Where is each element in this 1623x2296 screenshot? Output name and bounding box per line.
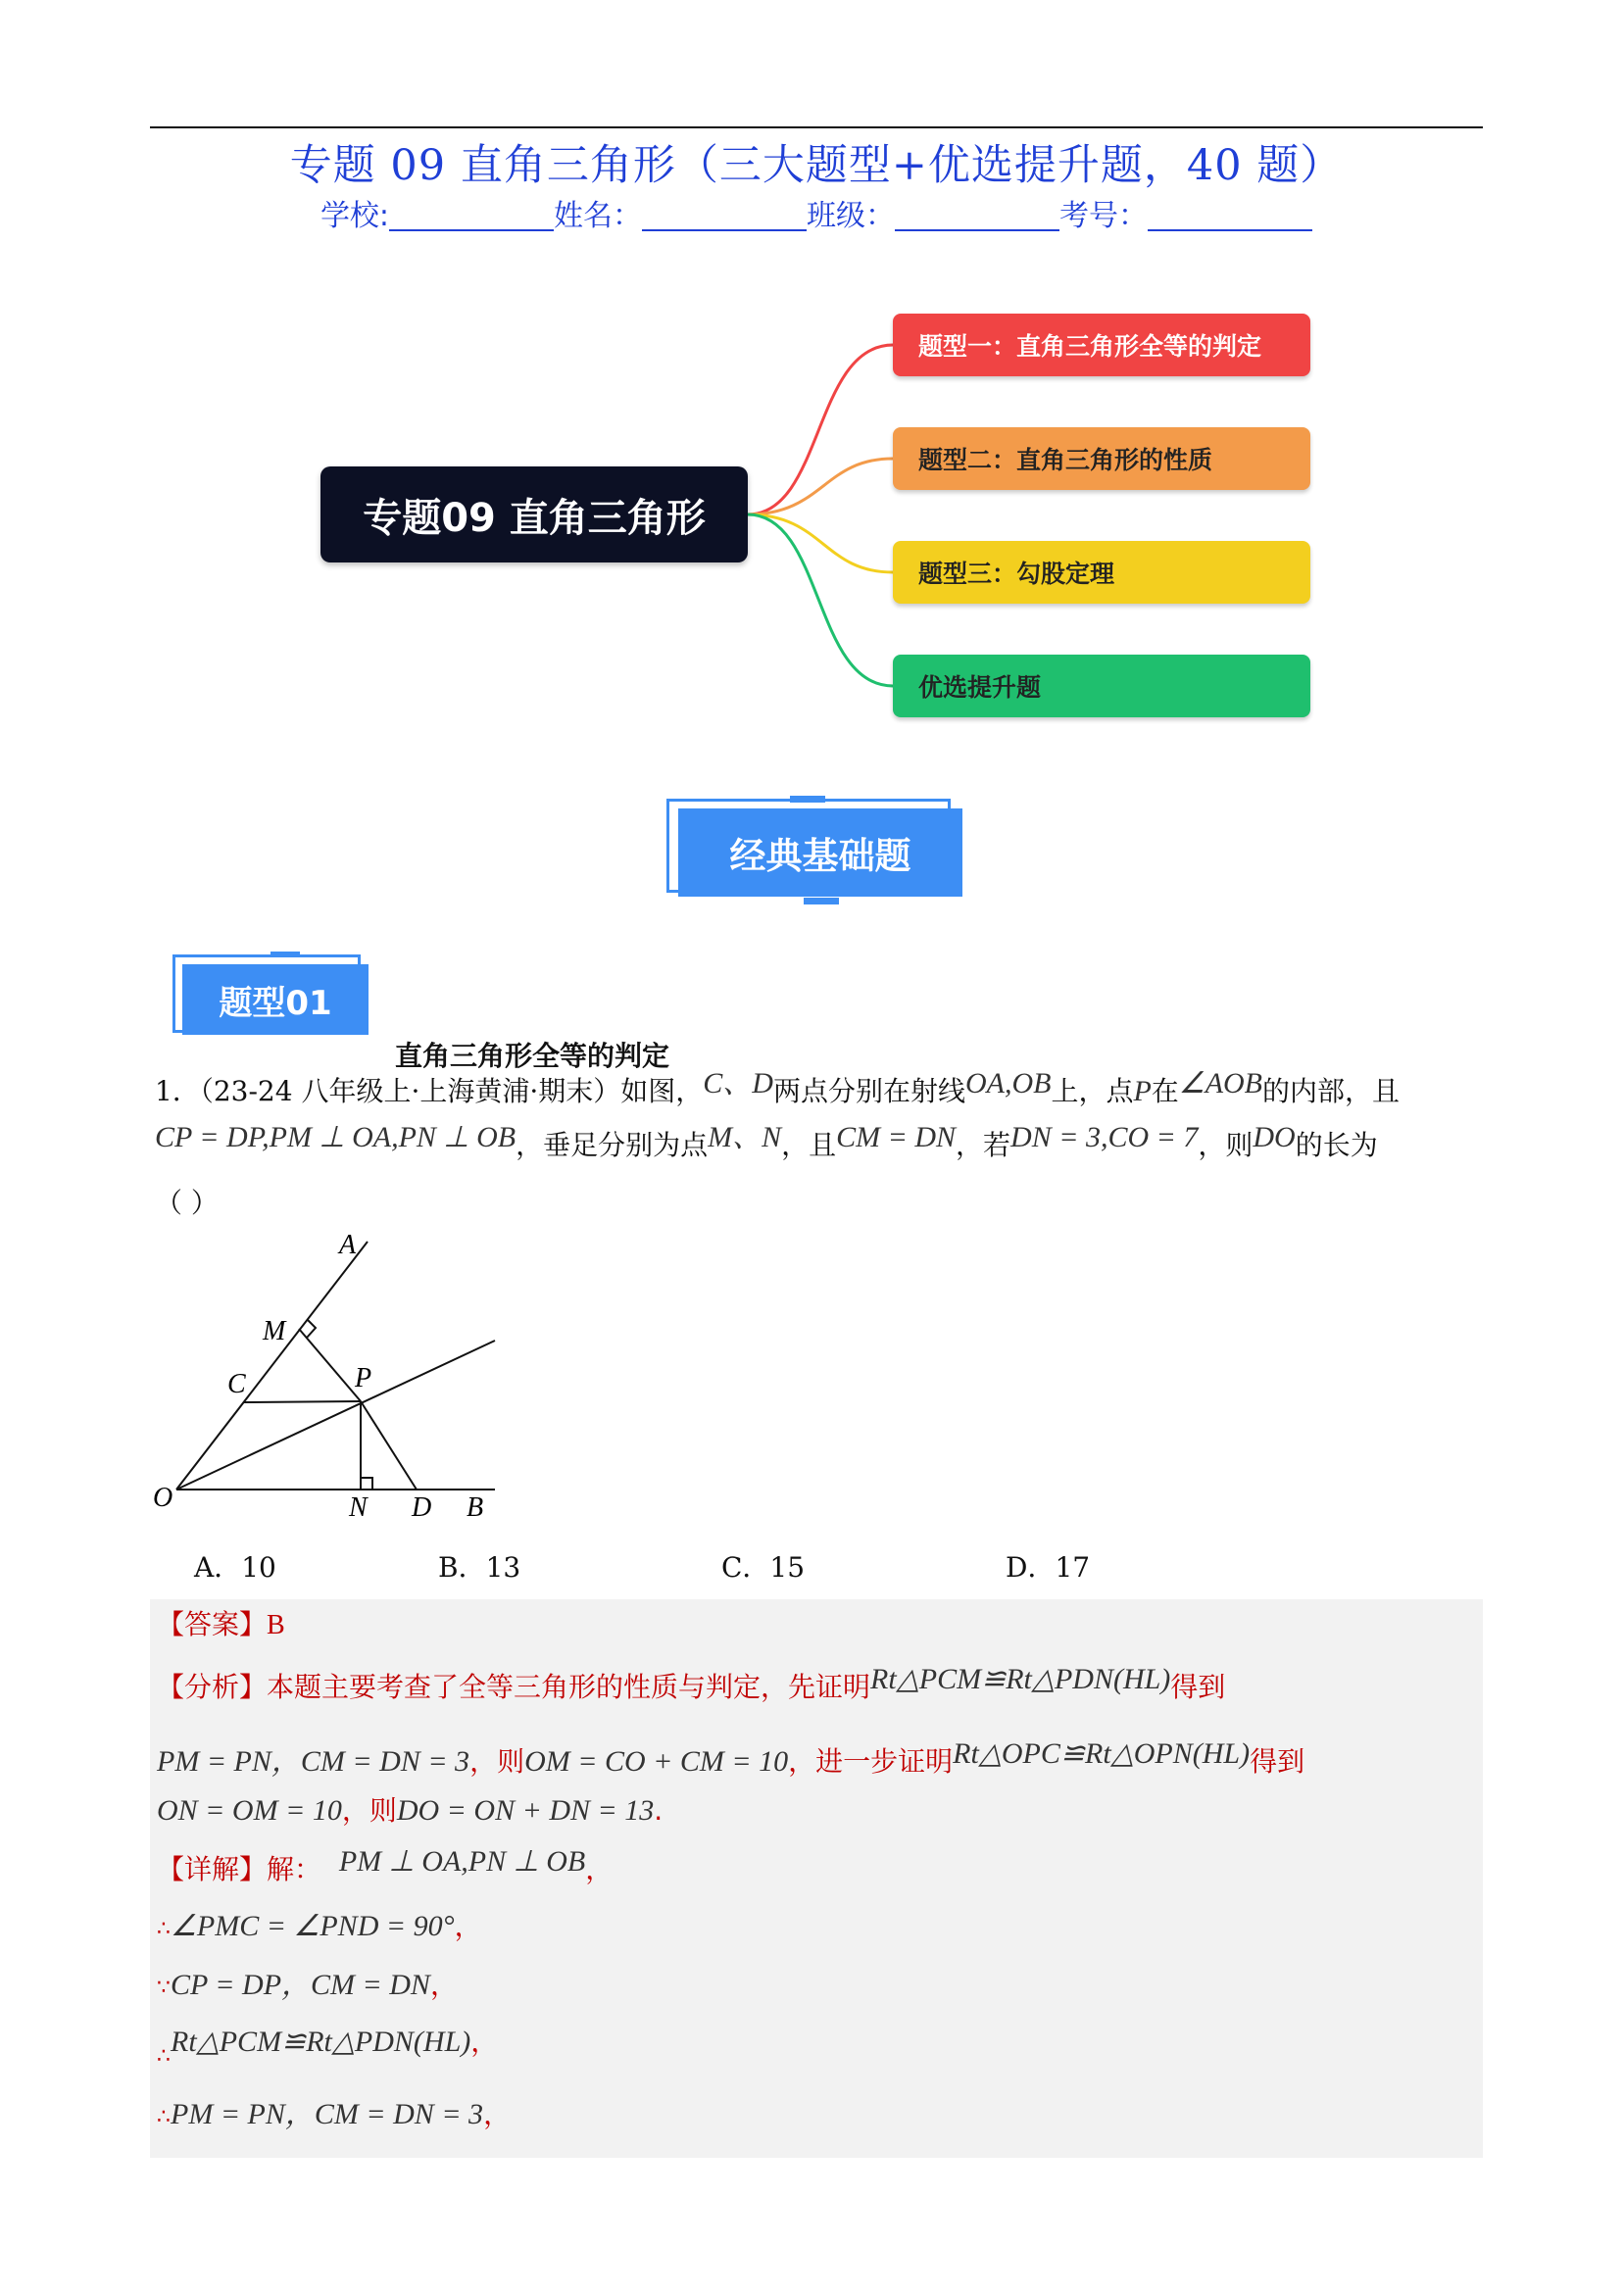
label-b: B (467, 1492, 484, 1523)
label-m: M (263, 1316, 286, 1346)
math-congruence-2: Rt△OPC≌Rt△OPN(HL) (953, 1737, 1251, 1770)
math-oa-ob: OA,OB (964, 1067, 1052, 1099)
comma: ， (454, 1910, 482, 1942)
mindmap-node-type2: 题型二：直角三角形的性质 (893, 427, 1310, 490)
math-conditions: CP = DP,PM ⊥ OA,PN ⊥ OB (155, 1121, 516, 1153)
comma: ， (470, 2026, 499, 2058)
label-d: D (412, 1492, 432, 1523)
q-text: 两点分别在射线 (772, 1075, 965, 1107)
math-do-result: DO = ON + DN = 13 (396, 1794, 655, 1827)
q-text: 在 (1151, 1075, 1179, 1107)
math-om: OM = CO + CM = 10 (524, 1745, 789, 1778)
detail-line-3 (157, 1960, 458, 2003)
mindmap-node-type1: 题型一：直角三角形全等的判定 (893, 314, 1310, 376)
q-text: 的长为 (1295, 1129, 1378, 1161)
answer-value: B (267, 1610, 285, 1640)
comma: ， (585, 1853, 614, 1885)
question-line-1 (155, 1066, 1400, 1109)
comma: ， (483, 2098, 512, 2130)
geometry-figure (147, 1230, 510, 1534)
math-equal-sides: CP = DP，CM = DN (171, 1969, 430, 2001)
q-text: 上，点 (1051, 1075, 1134, 1107)
math-angle-aob: ∠AOB (1178, 1067, 1263, 1099)
type-badge-label: 题型01 (182, 964, 369, 1035)
mindmap-node-type3: 题型三：勾股定理 (893, 541, 1310, 604)
question-source: （23-24 八年级上·上海黄浦·期末）如图， (199, 1075, 704, 1107)
detail-line-2 (157, 1905, 482, 1944)
class-label: 班级： (807, 199, 896, 233)
analysis-text: 本题主要考查了全等三角形的性质与判定，先证明 (267, 1671, 871, 1703)
mindmap-center: 专题09 直角三角形 (320, 466, 748, 562)
q-text: 的内部，且 (1262, 1075, 1401, 1107)
answer-tag: 【答案】 (157, 1608, 268, 1640)
mindmap-connectors (0, 0, 1623, 784)
q-text: ，垂足分别为点 (516, 1129, 709, 1161)
type-title: 直角三角形全等的判定 (395, 1040, 670, 1072)
detail-line-1 (157, 1845, 614, 1887)
option-c[interactable]: C．15 (721, 1551, 806, 1584)
therefore-symbol: ∴ (157, 1917, 171, 1941)
q-text: ，若 (956, 1129, 1011, 1161)
math-given: DN = 3,CO = 7 (1010, 1121, 1199, 1153)
exam-no-label: 考号： (1059, 199, 1149, 233)
therefore-symbol: ∴ (157, 2105, 171, 2129)
page-title: 专题 09 直角三角形（三大题型+优选提升题，40 题） (289, 141, 1344, 190)
mindmap-node-advanced: 优选提升题 (893, 655, 1310, 717)
section-badge-label: 经典基础题 (678, 808, 962, 897)
label-n: N (349, 1492, 368, 1523)
type-badge (172, 954, 374, 1045)
answer-blank: （ ） (155, 1187, 219, 1219)
question-line-2 (155, 1120, 1378, 1163)
label-a: A (339, 1230, 357, 1260)
math-p: P (1133, 1075, 1152, 1107)
analysis-line-2 (157, 1736, 1304, 1780)
analysis-text: ，则 (341, 1794, 397, 1827)
option-b[interactable]: B．13 (438, 1551, 521, 1584)
answer-line (157, 1603, 285, 1642)
analysis-line-3 (157, 1789, 663, 1829)
label-p: P (355, 1363, 372, 1393)
math-right-angles: ∠PMC = ∠PND = 90° (171, 1910, 455, 1942)
name-label: 姓名： (554, 199, 643, 233)
math-cd: C、D (703, 1067, 773, 1099)
option-d[interactable]: D．17 (1006, 1551, 1091, 1584)
detail-line-4 (157, 2021, 499, 2069)
q-text: ，则 (1198, 1129, 1254, 1161)
math-cm-dn: CM = DN (836, 1121, 957, 1153)
label-c: C (227, 1369, 246, 1399)
detail-line-5 (157, 2089, 511, 2132)
option-a[interactable]: A．10 (194, 1551, 276, 1584)
because-symbol: ∵ (157, 1976, 171, 2000)
analysis-text: . (654, 1794, 664, 1827)
math-pm-pn: PM = PN，CM = DN = 3 (157, 1745, 470, 1778)
q-text: ，且 (781, 1129, 837, 1161)
analysis-text: ，进一步证明 (788, 1745, 954, 1778)
math-on: ON = OM = 10 (157, 1794, 342, 1827)
math-mn: M、N (708, 1121, 782, 1153)
school-label: 学校: (320, 199, 390, 233)
math-congruence-1: Rt△PCM≌Rt△PDN(HL) (870, 1663, 1171, 1695)
analysis-line-1 (157, 1663, 1226, 1705)
math-congruence-detail: Rt△PCM≌Rt△PDN(HL) (171, 2026, 471, 2058)
detail-text: 解： (267, 1853, 322, 1885)
math-perpendicular: PM ⊥ OA,PN ⊥ OB (338, 1845, 586, 1878)
therefore-symbol: ∴ (157, 2044, 171, 2069)
analysis-text: 得到 (1170, 1671, 1226, 1703)
section-badge (666, 799, 966, 904)
math-do: DO (1253, 1121, 1296, 1153)
analysis-text: 得到 (1250, 1745, 1305, 1778)
analysis-tag: 【分析】 (157, 1671, 268, 1703)
question-number: 1． (155, 1075, 200, 1107)
label-o: O (153, 1483, 173, 1513)
comma: ， (429, 1969, 458, 2001)
math-pm-pn-detail: PM = PN，CM = DN = 3 (171, 2098, 484, 2130)
analysis-text: ，则 (469, 1745, 525, 1778)
detail-tag: 【详解】 (157, 1853, 268, 1885)
